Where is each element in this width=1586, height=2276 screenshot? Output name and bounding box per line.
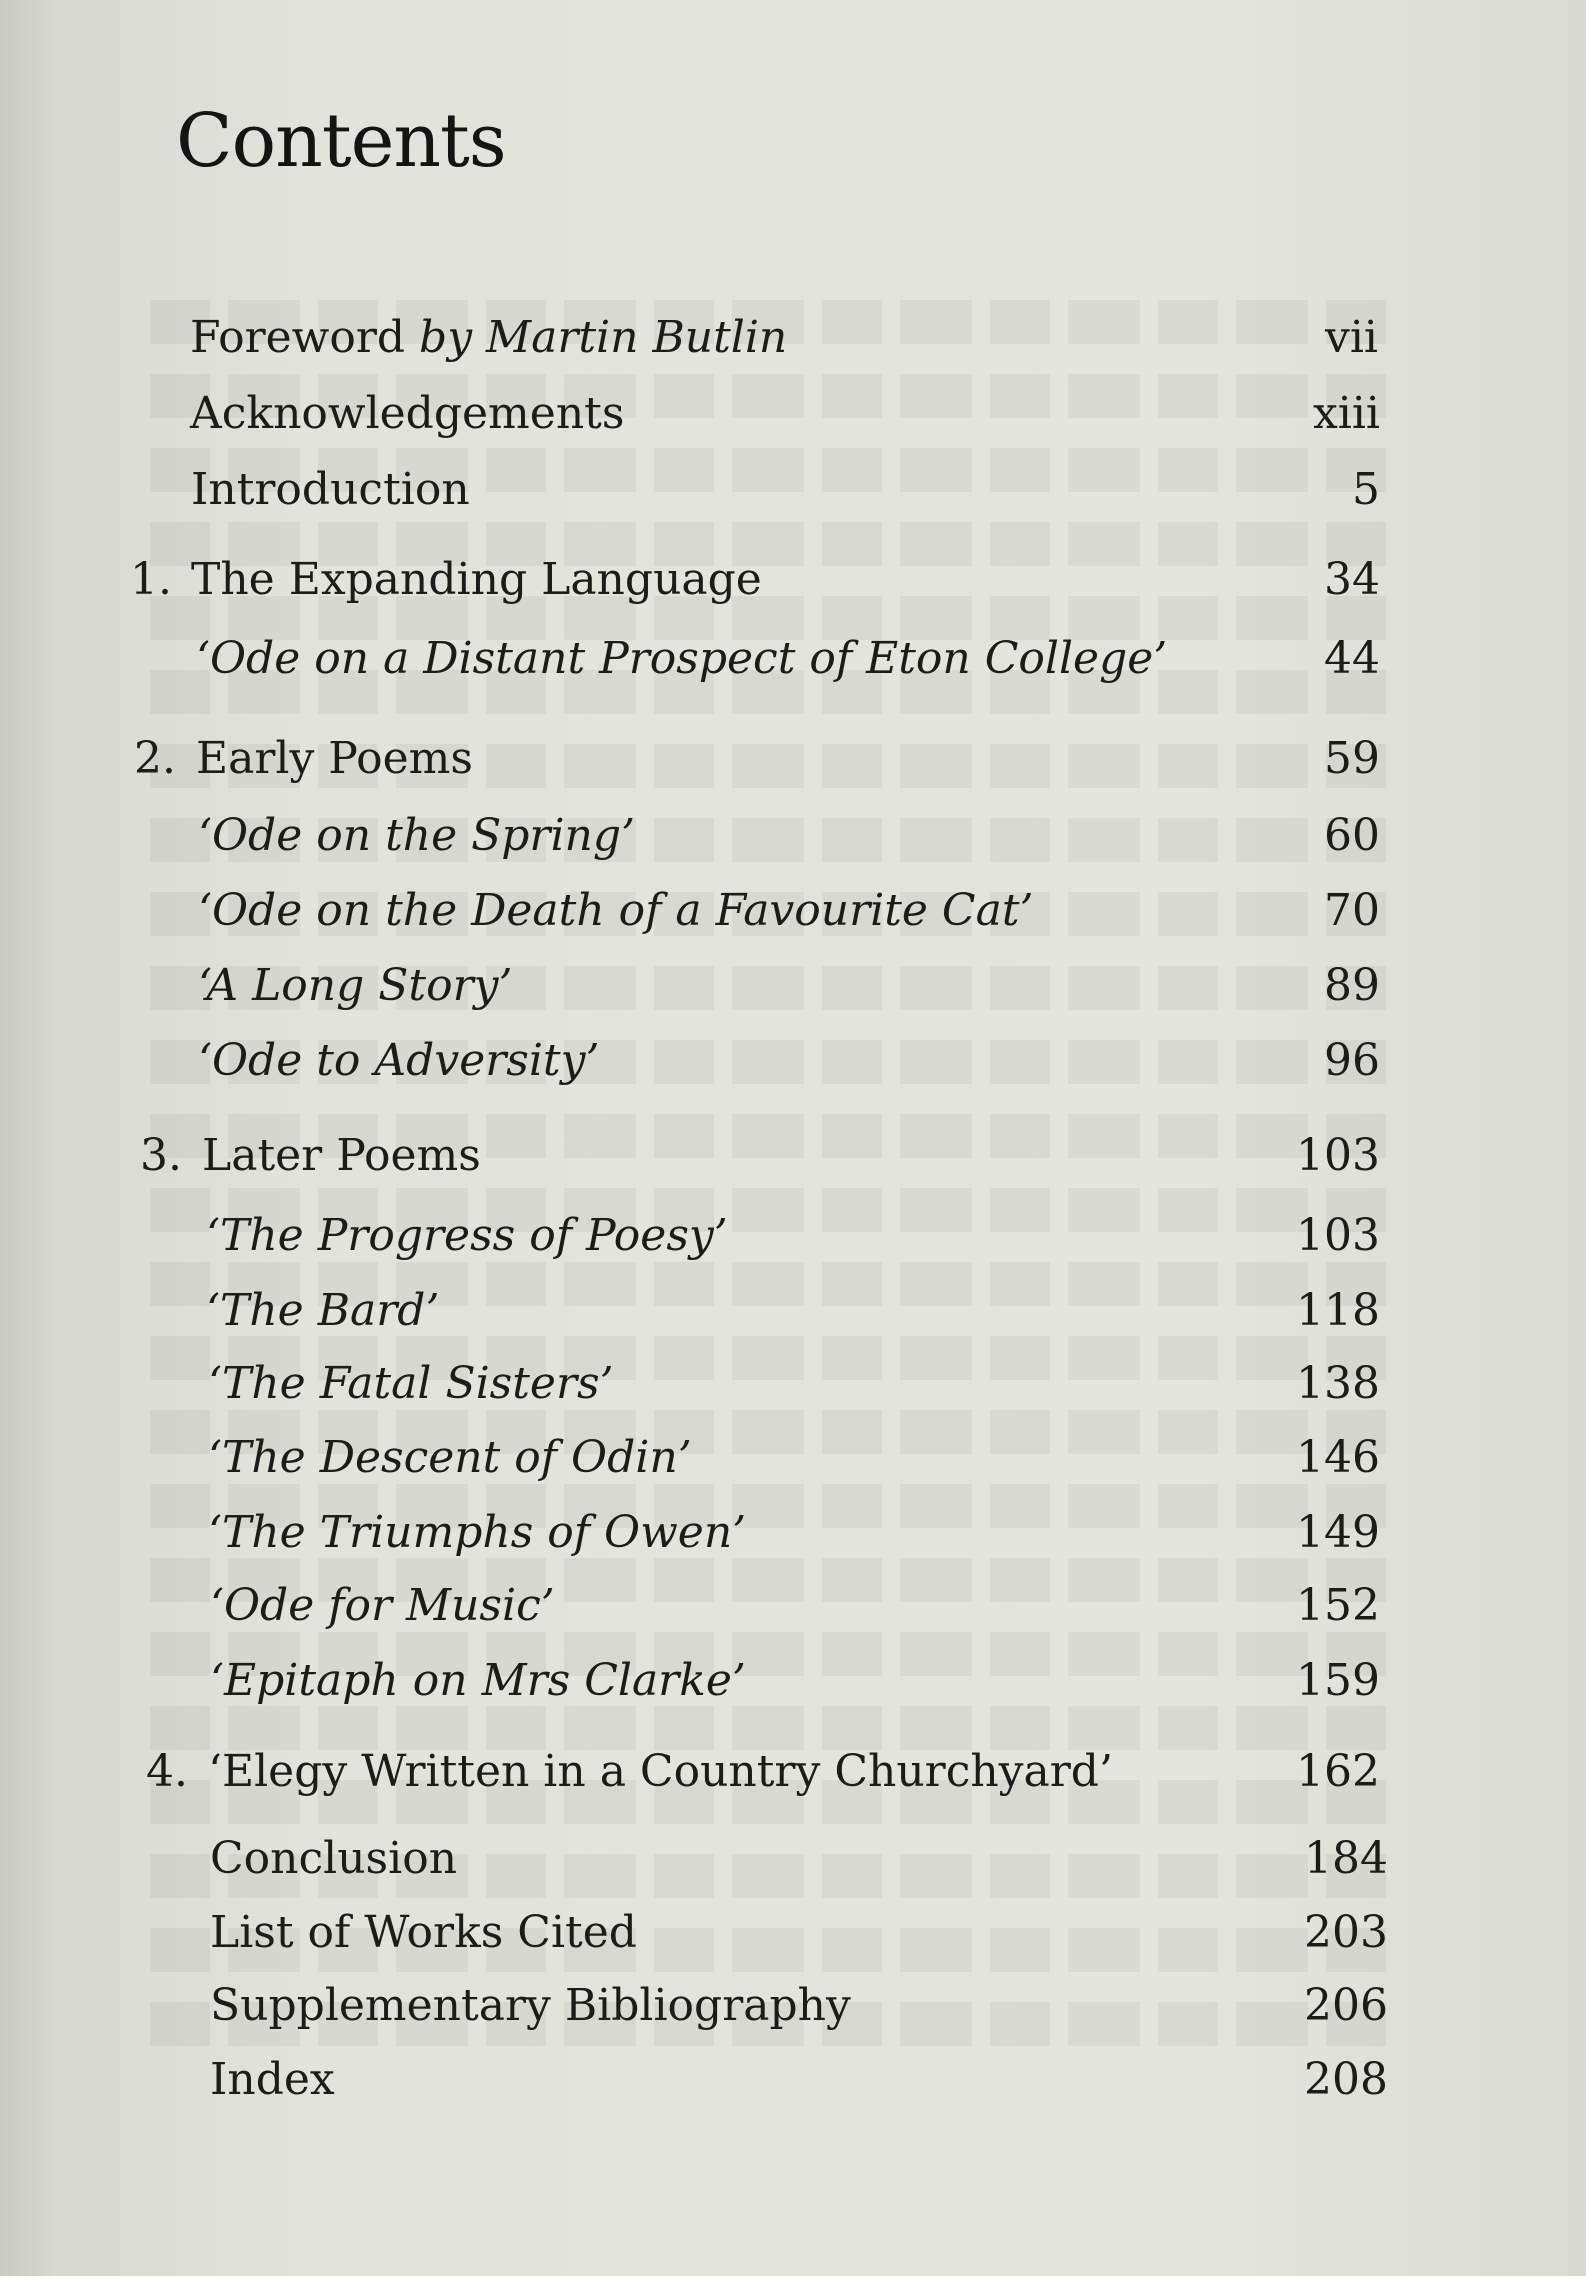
chapter-number: 1. — [130, 554, 172, 605]
toc-entry-page: 44 — [1324, 633, 1380, 684]
toc-entry-page: 149 — [1296, 1507, 1380, 1558]
toc-entry-title: Acknowledgements — [190, 388, 625, 439]
toc-entry-chapter-4 — [0, 1746, 1586, 1806]
toc-entry-introduction — [0, 464, 1586, 524]
toc-entry-title: ‘Ode to Adversity’ — [198, 1035, 600, 1086]
toc-entry-acknowledgements — [0, 388, 1586, 448]
toc-entry-page: xiii — [1312, 388, 1380, 439]
toc-entry-title: Foreword by Martin Butlin — [190, 312, 788, 363]
toc-entry-ode-spring — [0, 810, 1586, 870]
chapter-number: 2. — [134, 733, 176, 784]
toc-entry-page: 118 — [1296, 1285, 1380, 1336]
toc-entry-page: vii — [1324, 312, 1378, 363]
chapter-number: 4. — [146, 1746, 188, 1797]
toc-entry-epitaph — [0, 1655, 1586, 1715]
toc-entry-ode-cat — [0, 885, 1586, 945]
toc-entry-works-cited — [0, 1907, 1586, 1967]
toc-entry-page: 208 — [1304, 2054, 1388, 2105]
toc-entry-title: ‘A Long Story’ — [198, 960, 513, 1011]
toc-entry-page: 34 — [1324, 554, 1380, 605]
toc-entry-page: 146 — [1296, 1432, 1380, 1483]
toc-entry-title: The Expanding Language — [191, 554, 762, 605]
toc-entry-fatal-sisters — [0, 1358, 1586, 1418]
toc-entry-title: ‘The Triumphs of Owen’ — [208, 1507, 747, 1558]
toc-entry-page: 96 — [1324, 1035, 1380, 1086]
toc-entry-page: 70 — [1324, 885, 1380, 936]
toc-entry-triumphs-owen — [0, 1507, 1586, 1567]
toc-entry-page: 5 — [1352, 464, 1380, 515]
toc-entry-page: 60 — [1324, 810, 1380, 861]
toc-entry-descent-odin — [0, 1432, 1586, 1492]
toc-entry-title: ‘Ode on the Death of a Favourite Cat’ — [198, 885, 1034, 936]
toc-entry-page: 203 — [1304, 1907, 1388, 1958]
toc-entry-title: ‘The Bard’ — [206, 1285, 440, 1336]
toc-entry-long-story — [0, 960, 1586, 1020]
toc-entry-title: Later Poems — [202, 1130, 481, 1181]
toc-entry-title: ‘Ode on a Distant Prospect of Eton College’ — [196, 633, 1168, 684]
toc-entry-title: Supplementary Bibliography — [210, 1980, 851, 2031]
chapter-number: 3. — [140, 1130, 182, 1181]
toc-entry-page: 103 — [1296, 1130, 1380, 1181]
toc-entry-title: ‘The Progress of Poesy’ — [206, 1210, 728, 1261]
toc-entry-page: 159 — [1296, 1655, 1380, 1706]
toc-entry-title: ‘Ode for Music’ — [210, 1580, 555, 1631]
toc-entry-title: Conclusion — [210, 1833, 458, 1884]
toc-entry-page: 138 — [1296, 1358, 1380, 1409]
contents-heading: Contents — [176, 98, 506, 184]
toc-entry-title: Index — [210, 2054, 335, 2105]
toc-entry-title: ‘Epitaph on Mrs Clarke’ — [210, 1655, 746, 1706]
toc-entry-title: ‘The Fatal Sisters’ — [208, 1358, 614, 1409]
toc-entry-ode-adversity — [0, 1035, 1586, 1095]
toc-entry-index — [0, 2054, 1586, 2114]
toc-entry-chapter-2 — [0, 733, 1586, 793]
toc-entry-title: ‘Elegy Written in a Country Churchyard’ — [208, 1746, 1113, 1797]
toc-entry-title: Early Poems — [196, 733, 473, 784]
toc-entry-bard — [0, 1285, 1586, 1345]
toc-entry-title: Introduction — [191, 464, 470, 515]
toc-entry-title: ‘The Descent of Odin’ — [208, 1432, 692, 1483]
toc-entry-progress-poesy — [0, 1210, 1586, 1270]
toc-entry-chapter-3 — [0, 1130, 1586, 1190]
toc-entry-page: 103 — [1296, 1210, 1380, 1261]
toc-entry-page: 206 — [1304, 1980, 1388, 2031]
toc-entry-page: 152 — [1296, 1580, 1380, 1631]
toc-entry-chapter-1 — [0, 554, 1586, 614]
toc-entry-page: 59 — [1324, 733, 1380, 784]
toc-entry-conclusion — [0, 1833, 1586, 1893]
toc-entry-page: 89 — [1324, 960, 1380, 1011]
toc-entry-ode-music — [0, 1580, 1586, 1640]
toc-entry-ode-eton — [0, 633, 1586, 693]
toc-entry-page: 184 — [1304, 1833, 1388, 1884]
toc-entry-foreword — [0, 312, 1586, 372]
toc-entry-page: 162 — [1296, 1746, 1380, 1797]
toc-entry-title: ‘Ode on the Spring’ — [198, 810, 636, 861]
toc-entry-title: List of Works Cited — [210, 1907, 637, 1958]
toc-entry-supplementary-bibliography — [0, 1980, 1586, 2040]
